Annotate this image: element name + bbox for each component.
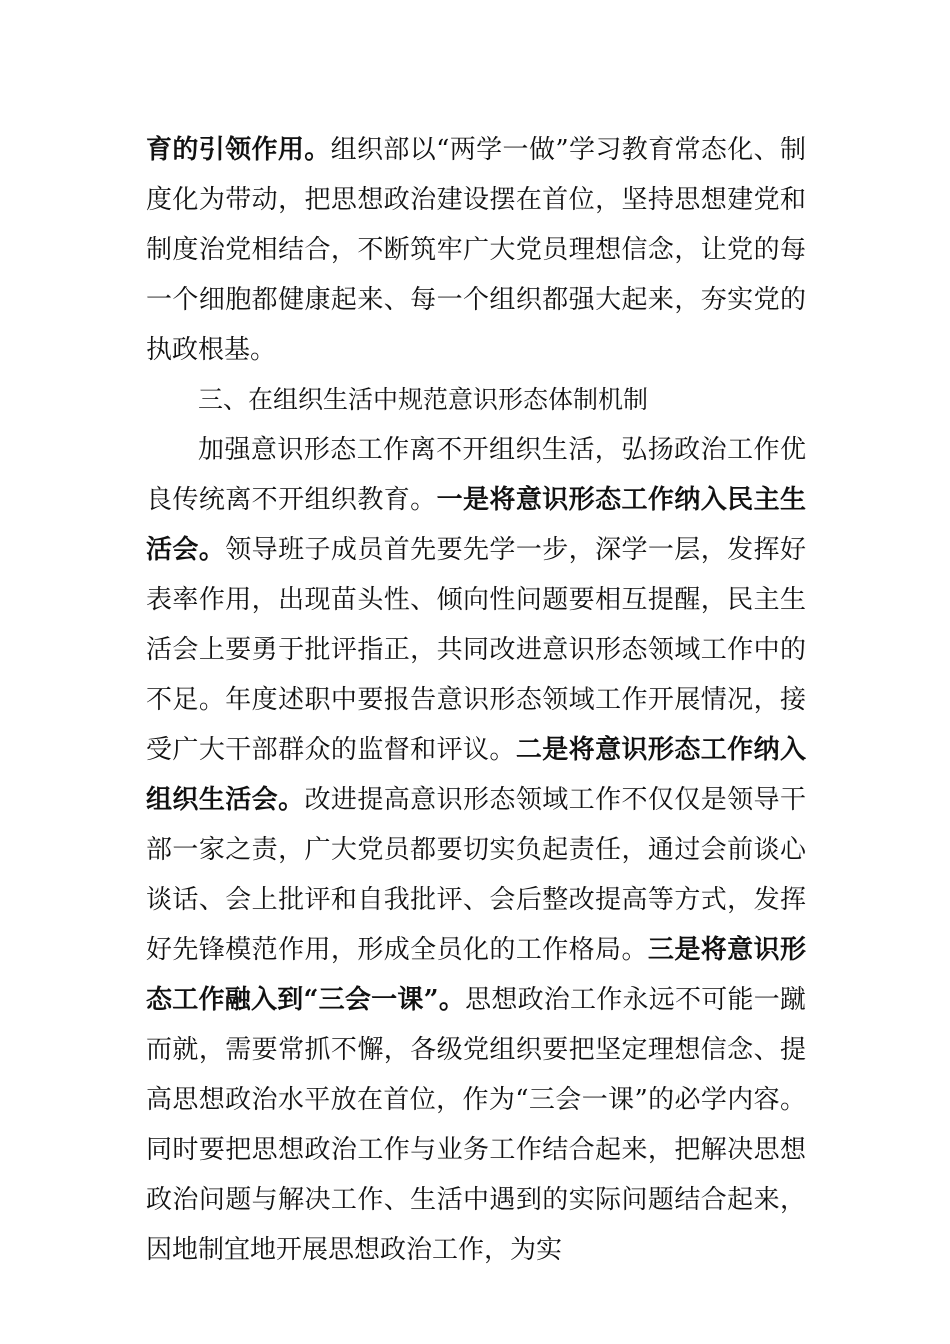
point-2-title: 二是将意识形态工作纳入组织生活会。 — [146, 735, 806, 815]
point-3-title: 三是将意识形态工作融入到“三会一课”。 — [146, 935, 806, 1015]
bold-lead-phrase: 育的引领作用。 — [146, 135, 331, 165]
paragraph-continued — [146, 125, 806, 375]
point-3-text: 思想政治工作永远不可能一蹴而就，需要常抓不懈，各级党组织要把坚定理想信念、提高思想政治水平放在首位，作为“三会一课”的必学内容。同时要把思想政治工作与业务工作结合起来，把解决思想政治问题与解决工作、生活中遇到的实际问题结合起来，因地制宜地开展思想政治工作，为实 — [146, 985, 806, 1265]
document-body — [146, 125, 806, 1275]
paragraph-text: 组织部以“两学一做”学习教育常态化、制度化为带动，把思想政治建设摆在首位，坚持思想建党和制度治党相结合，不断筑牢广大党员理想信念，让党的每一个细胞都健康起来、每一个组织都强大起来，夯实党的执政根基。 — [146, 135, 806, 365]
paragraph-intro: 加强意识形态工作离不开组织生活，弘扬政治工作优良传统离不开组织教育。 — [146, 435, 806, 515]
point-1-text: 领导班子成员首先要先学一步，深学一层，发挥好表率作用，出现苗头性、倾向性问题要相互提醒，民主生活会上要勇于批评指正，共同改进意识形态领域工作中的不足。年度述职中要报告意识形态领域工作开展情况，接受广大干部群众的监督和评议。 — [146, 535, 806, 765]
point-2-text: 改进提高意识形态领域工作不仅仅是领导干部一家之责，广大党员都要切实负起责任，通过会前谈心谈话、会上批评和自我批评、会后整改提高等方式，发挥好先锋模范作用，形成全员化的工作格局。 — [146, 785, 806, 965]
section-heading: 三、在组织生活中规范意识形态体制机制 — [198, 385, 649, 414]
point-1-title: 一是将意识形态工作纳入民主生活会。 — [146, 485, 806, 565]
paragraph-body — [146, 425, 806, 1275]
